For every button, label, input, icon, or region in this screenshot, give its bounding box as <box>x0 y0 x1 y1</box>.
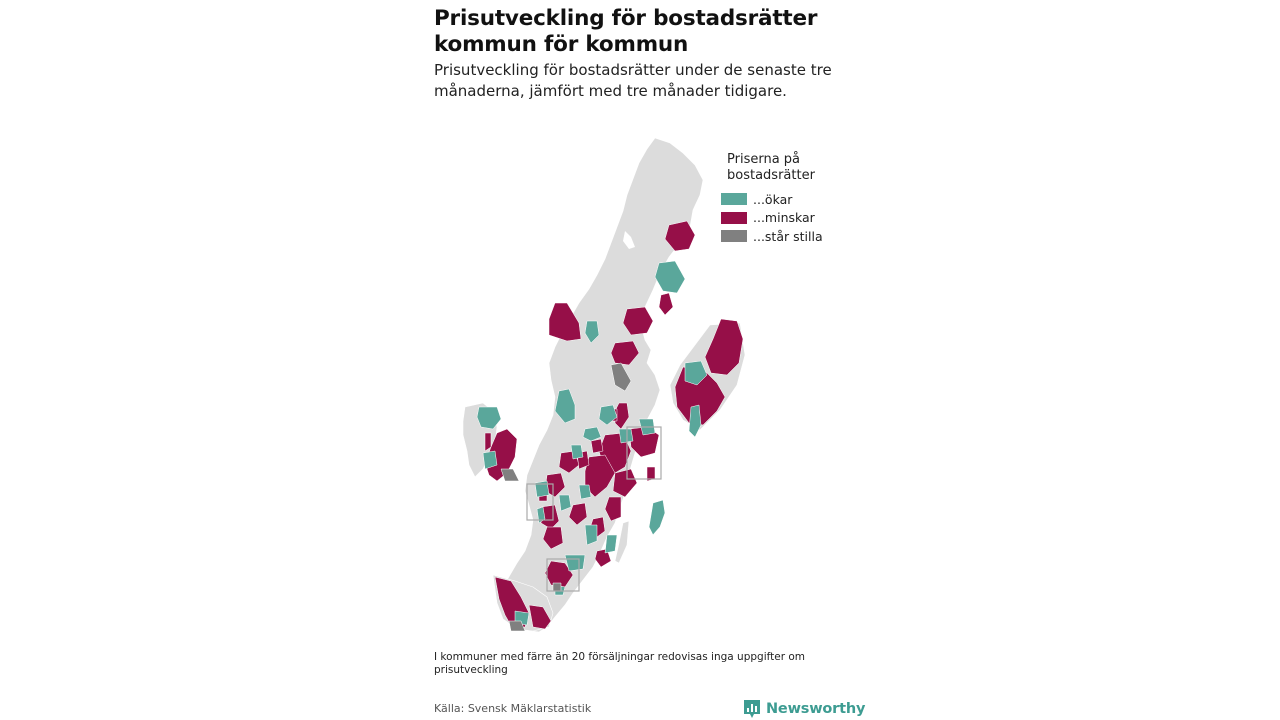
newsworthy-logo[interactable] <box>743 699 865 719</box>
legend-label-increase: ...ökar <box>753 191 793 207</box>
page-subtitle: Prisutveckling för bostadsrätter under de senaste tre månaderna, jämfört med tre månader tidigare. <box>434 61 832 100</box>
page-title: Prisutveckling för bostadsrätter kommun för kommun <box>434 6 818 57</box>
legend-item-decrease <box>727 209 847 228</box>
sweden-map <box>455 135 755 635</box>
legend-item-unchanged <box>727 227 847 246</box>
bar-chart-logo-icon <box>743 699 761 719</box>
gotland <box>649 500 665 535</box>
legend-item-increase <box>727 190 847 209</box>
source-credit: Källa: Svensk Mäklarstatistik <box>434 702 592 715</box>
map-legend <box>727 152 847 246</box>
footnote: I kommuner med färre än 20 försäljningar redovisas inga uppgifter om prisutveckling <box>434 651 806 676</box>
brand-name: Newsworthy <box>766 701 866 717</box>
legend-swatch-decrease <box>721 212 747 224</box>
oland <box>615 521 629 563</box>
legend-swatch-unchanged <box>721 230 747 242</box>
legend-label-decrease: ...minskar <box>753 210 815 226</box>
legend-swatch-increase <box>721 193 747 205</box>
legend-title: Priserna på bostadsrätter <box>727 152 815 183</box>
legend-label-unchanged: ...står stilla <box>753 228 823 244</box>
